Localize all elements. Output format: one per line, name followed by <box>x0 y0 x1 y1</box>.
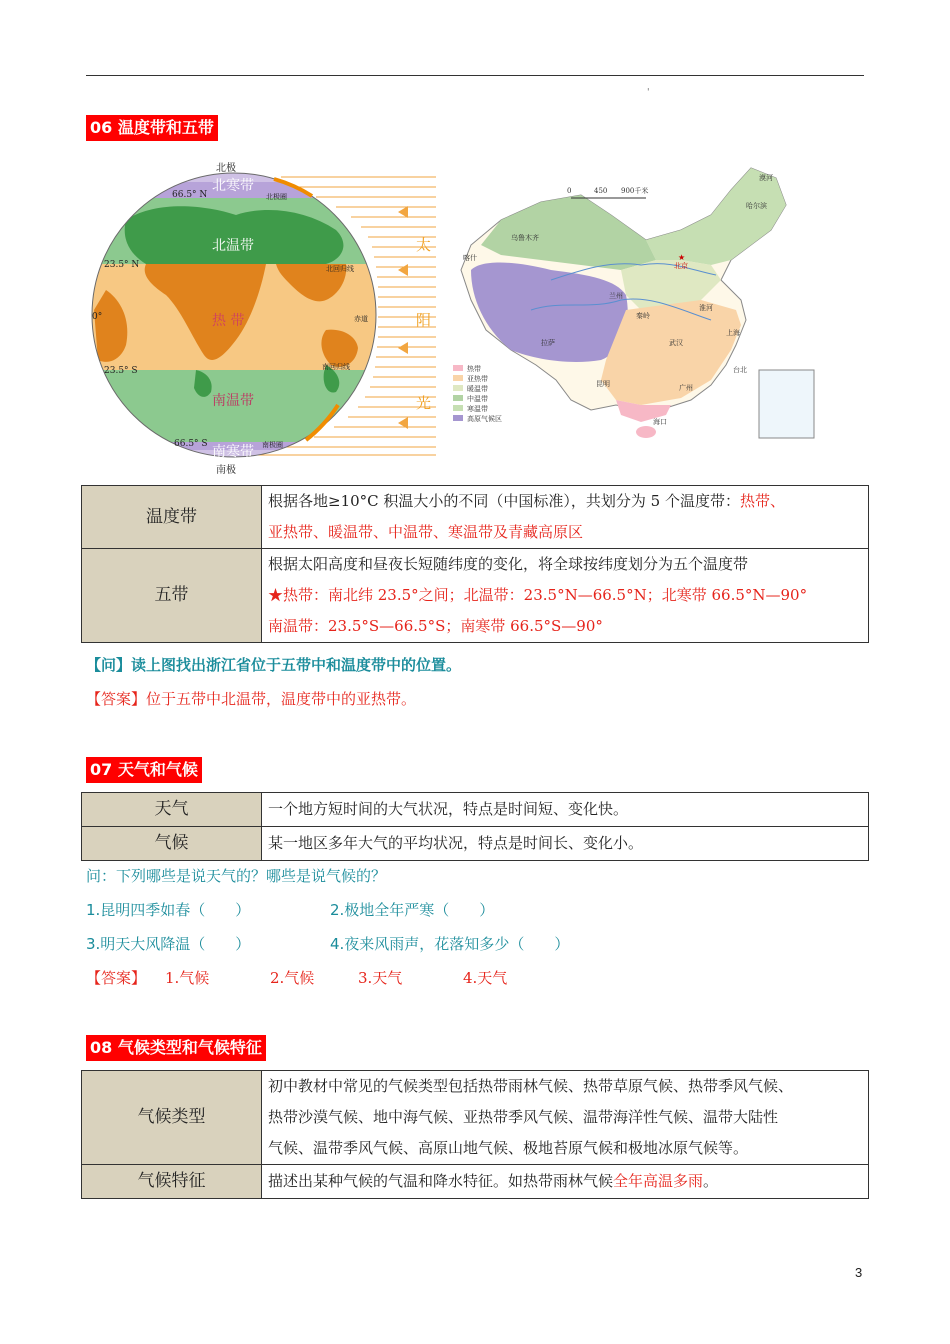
legend-item: 高原气候区 <box>467 415 502 423</box>
line <box>268 580 864 611</box>
question-06: 【问】读上图找出浙江省位于五带中和温度带中的位置。 <box>86 656 462 674</box>
header-tick: ' <box>647 88 650 98</box>
row-body-climate: 某一地区多年大气的平均状况，特点是时间长、变化小。 <box>262 827 869 861</box>
answer-06: 【答案】位于五带中北温带，温度带中的亚热带。 <box>86 690 417 708</box>
table-row <box>82 1165 869 1199</box>
answer-07-item: 1.气候 <box>165 969 210 987</box>
city-guangzhou: 广州 <box>679 384 693 392</box>
city-taipei: 台北 <box>733 366 747 374</box>
city-kashgar: 喀什 <box>463 254 477 262</box>
table-row <box>82 827 869 861</box>
city-urumqi: 乌鲁木齐 <box>511 234 539 242</box>
legend-item: 暖温带 <box>467 385 488 393</box>
row-head-climate: 气候 <box>82 827 262 861</box>
scale-0: 0 <box>567 187 572 195</box>
sunlight-char-3: 光 <box>416 394 432 412</box>
china-map-figure <box>441 160 861 445</box>
legend-item: 亚热带 <box>467 375 488 383</box>
arctic-circle-label: 北极圈 <box>266 193 287 201</box>
text-red: 南温带：23.5°S—66.5°S；南寒带 66.5°S—90° <box>268 617 603 635</box>
text-plain: 描述出某种气候的气温和降水特征。如热带雨林气候 <box>268 1172 614 1190</box>
section-title-06: 06 温度带和五带 <box>86 115 218 141</box>
equator-label: 赤道 <box>354 315 368 323</box>
text-red: 亚热带、暖温带、中温带、寒温带及青藏高原区 <box>268 523 584 541</box>
line <box>268 611 864 642</box>
city-beijing: 北京 <box>674 262 688 270</box>
zone-tropical: 热 带 <box>212 313 245 329</box>
answer-07-label: 【答案】 <box>86 969 147 987</box>
globe-figure <box>86 160 456 480</box>
line: 热带沙漠气候、地中海气候、亚热带季风气候、温带海洋性气候、温带大陆性 <box>268 1108 779 1126</box>
lat-665s-label: 66.5° S <box>174 439 208 449</box>
text-plain: 根据太阳高度和昼夜长短随纬度的变化，将全球按纬度划分为五个温度带 <box>268 555 749 573</box>
answer-07-item: 3.天气 <box>358 969 403 987</box>
scale-450: 450 <box>594 187 608 195</box>
row-head-five-zones: 五带 <box>82 549 262 643</box>
answer-07-item: 2.气候 <box>270 969 315 987</box>
row-head-climate-types: 气候类型 <box>82 1071 262 1165</box>
city-lanzhou: 兰州 <box>609 292 623 300</box>
answer-07-item: 4.天气 <box>463 969 508 987</box>
beijing-star-icon: ★ <box>678 253 686 262</box>
city-huaihe: 淮河 <box>699 304 713 312</box>
row-body-weather: 一个地方短时间的大气状况，特点是时间短、变化快。 <box>262 793 869 827</box>
text-red: ★热带：南北纬 23.5°之间；北温带：23.5°N—66.5°N；北寒带 66.5°N—90° <box>268 586 808 604</box>
city-wuhan: 武汉 <box>669 339 683 347</box>
scale-900: 900千米 <box>621 187 649 195</box>
top-rule <box>86 75 864 76</box>
city-kunming: 昆明 <box>596 380 610 388</box>
south-pole-label: 南极 <box>216 465 236 476</box>
south-china-sea-inset <box>759 370 814 438</box>
question-07: 问：下列哪些是说天气的？哪些是说气候的？ <box>86 867 387 885</box>
lat-235n-label: 23.5° N <box>104 260 140 270</box>
table-weather-climate <box>81 792 869 861</box>
city-haikou: 海口 <box>653 418 667 426</box>
zone-south-temperate: 南温带 <box>212 393 254 409</box>
globe-svg <box>86 160 456 480</box>
table-row <box>82 486 869 549</box>
line <box>268 549 864 580</box>
tropic-cancer-label: 北回归线 <box>326 265 354 273</box>
row-head-temperature-zone: 温度带 <box>82 486 262 549</box>
sunlight-char-1: 太 <box>416 236 432 254</box>
q4: 4.夜来风雨声，花落知多少（ ） <box>330 935 570 953</box>
map-legend <box>453 364 502 423</box>
city-qinling: 秦岭 <box>636 312 650 320</box>
line: 气候、温带季风气候、高原山地气候、极地苔原气候和极地冰原气候等。 <box>268 1139 749 1157</box>
city-lhasa: 拉萨 <box>541 339 555 347</box>
zone-north-frigid: 北寒带 <box>212 178 254 194</box>
text-red: 热带、 <box>739 492 785 510</box>
north-pole-label: 北极 <box>216 163 236 174</box>
line: 初中教材中常见的气候类型包括热带雨林气候、热带草原气候、热带季风气候、 <box>268 1077 794 1095</box>
zone-south-frigid: 南寒带 <box>212 444 254 460</box>
line <box>268 517 864 548</box>
row-body-temperature-zone <box>262 486 869 549</box>
table-climate-types <box>81 1070 869 1199</box>
tropic-capricorn-label: 南回归线 <box>322 363 350 371</box>
row-head-climate-features: 气候特征 <box>82 1165 262 1199</box>
section-title-07: 07 天气和气候 <box>86 757 202 783</box>
legend-item: 中温带 <box>467 395 488 403</box>
line <box>268 486 864 517</box>
lat-235s-label: 23.5° S <box>104 366 138 376</box>
city-shanghai: 上海 <box>726 329 740 337</box>
table-row <box>82 1071 869 1165</box>
sunlight-char-2: 阳 <box>416 311 432 329</box>
table-temperature-zones <box>81 485 869 643</box>
row-head-weather: 天气 <box>82 793 262 827</box>
page-number: 3 <box>855 1265 863 1280</box>
q2: 2.极地全年严寒（ ） <box>330 901 495 919</box>
city-mohe: 漠河 <box>759 174 773 182</box>
text-plain: 。 <box>703 1172 719 1190</box>
zone-north-temperate: 北温带 <box>212 238 254 254</box>
row-body-five-zones <box>262 549 869 643</box>
q3: 3.明天大风降温（ ） <box>86 935 251 953</box>
q1: 1.昆明四季如春（ ） <box>86 901 251 919</box>
table-row <box>82 549 869 643</box>
lat-665n-label: 66.5° N <box>172 190 208 200</box>
legend-item: 寒温带 <box>467 405 488 413</box>
lat-0-label: 0° <box>92 312 103 322</box>
antarctic-circle-label: 南极圈 <box>262 441 283 449</box>
row-body-climate-features <box>262 1165 869 1199</box>
table-row <box>82 793 869 827</box>
section-title-08: 08 气候类型和气候特征 <box>86 1035 266 1061</box>
figure-temperature-zones <box>86 160 868 480</box>
legend-item: 热带 <box>467 365 481 373</box>
china-map-svg <box>441 160 861 445</box>
text-plain: 根据各地≥10°C 积温大小的不同（中国标准），共划分为 5 个温度带： <box>268 492 740 510</box>
row-body-climate-types <box>262 1071 869 1165</box>
text-red: 全年高温多雨 <box>613 1172 704 1190</box>
city-harbin: 哈尔滨 <box>746 202 767 210</box>
